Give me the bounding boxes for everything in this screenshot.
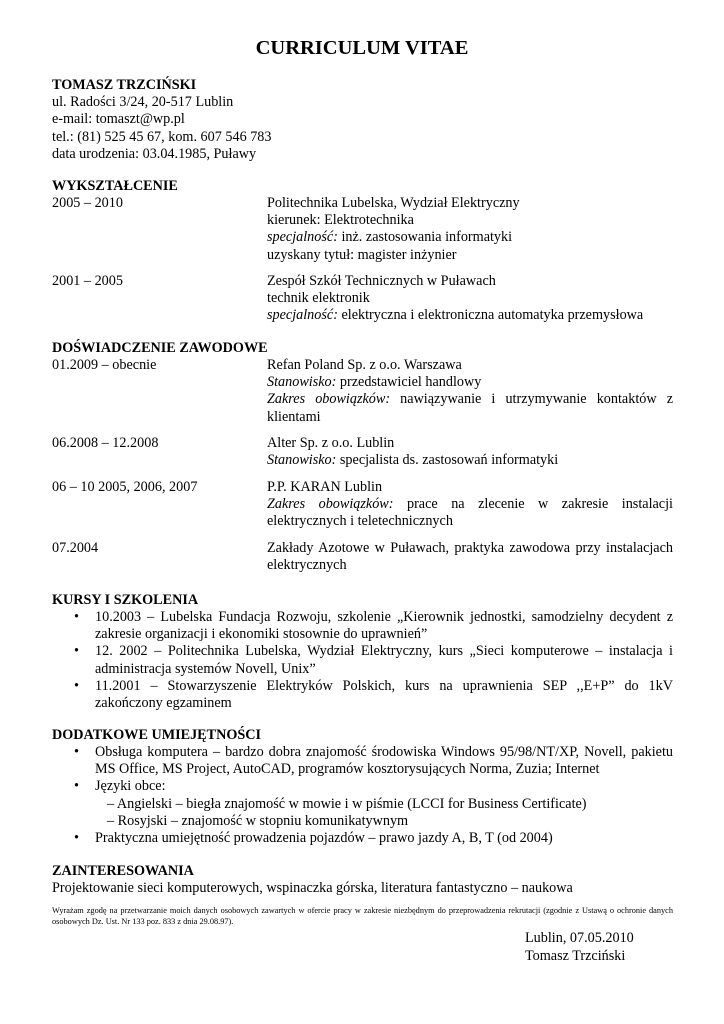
duties-value: nawiązywanie i utrzymywanie kontaktów z klientami xyxy=(267,391,673,425)
company: Zakłady Azotowe w Puławach, praktyka zawodowa przy instalacjach elektrycznych xyxy=(267,540,673,574)
address: ul. Radości 3/24, 20-517 Lublin xyxy=(52,94,234,111)
specialization xyxy=(267,307,673,324)
list-item: • 11.2001 – Stowarzyszenie Elektryków Polskich, kurs na uprawnienia SEP ,,E+P” do 1kV zakończony egzaminem xyxy=(74,677,673,712)
company: P.P. KARAN Lublin xyxy=(267,479,383,495)
interests-heading: ZAINTERESOWANIA xyxy=(52,863,194,879)
duties xyxy=(267,391,673,425)
field-of-study: kierunek: Elektrotechnika xyxy=(267,212,414,229)
interests-text: Projektowanie sieci komputerowych, wspinaczka górska, literatura fantastyczno – naukowa xyxy=(52,880,573,896)
consent-clause: Wyrażam zgodę na przetwarzanie moich danych osobowych zawartych w ofercie pracy w zakresie niezbędnym do przeprowadzenia rekrutacji (zgodnie z Ustawą o ochronie danych osobowych Dz. Ust. Nr 133 poz. 833 z dnia 29.08.97). xyxy=(52,906,673,926)
languages-list xyxy=(95,796,673,830)
bullet-icon: • xyxy=(74,778,79,795)
entry-date: 2001 – 2005 xyxy=(52,273,123,289)
position xyxy=(267,452,673,469)
entry-date: 2005 – 2010 xyxy=(52,195,123,211)
entry-date: 06.2008 – 12.2008 xyxy=(52,435,159,451)
duties-label: Zakres obowiązków: xyxy=(267,496,394,513)
company: Refan Poland Sp. z o.o. Warszawa xyxy=(267,357,462,373)
birth-date: data urodzenia: 03.04.1985, Puławy xyxy=(52,145,257,162)
bullet-icon: • xyxy=(74,744,79,760)
language-item: – Angielski – biegła znajomość w mowie i w piśmie (LCCI for Business Certificate) xyxy=(107,795,587,812)
duties-value: prace na zlecenie w zakresie instalacji elektrycznych i teletechnicznych xyxy=(267,496,673,530)
entry-date: 01.2009 – obecnie xyxy=(52,357,157,373)
spec-value: elektryczna i elektroniczna automatyka przemysłowa xyxy=(337,307,644,324)
company: Alter Sp. z o.o. Lublin xyxy=(267,435,395,451)
bullet-icon: • xyxy=(74,830,79,847)
position xyxy=(267,374,673,391)
duties-label: Zakres obowiązków: xyxy=(267,391,391,408)
bullet-icon: • xyxy=(74,643,79,660)
list-item: • Języki obce: – Angielski – biegła znajomość w mowie i w piśmie (LCCI for Business Certificate) – Rosyjski – znajomość w stopniu komunikatywnym xyxy=(52,778,673,830)
entry-date: 06 – 10 2005, 2006, 2007 xyxy=(52,479,198,495)
duties xyxy=(267,496,673,530)
language-item: – Rosyjski – znajomość w stopniu komunikatywnym xyxy=(107,812,409,829)
phone: tel.: (81) 525 45 67, kom. 607 546 783 xyxy=(52,128,272,145)
place-date: Lublin, 07.05.2010 xyxy=(525,930,634,946)
list-item: • Obsługa komputera – bardzo dobra znajomość środowiska Windows 95/98/NT/XP, Novell, pakietu MS Office, MS Project, AutoCAD, programów kosztorysujących Norma, Zuzia; Internet xyxy=(74,744,673,778)
courses-heading: KURSY I SZKOLENIA xyxy=(52,592,199,608)
list-item: • 12. 2002 – Politechnika Lubelska, Wydział Elektryczny, kurs „Sieci komputerowe – instalacja i administracja systemów Novell, Unix” xyxy=(74,643,673,677)
position-label: Stanowisko: xyxy=(267,452,337,469)
spec-label: specjalność: xyxy=(267,307,338,324)
entry-date: 07.2004 xyxy=(52,540,99,556)
spec-value: inż. zastosowania informatyki xyxy=(337,229,513,246)
page-title: CURRICULUM VITAE xyxy=(255,37,469,59)
bullet-icon: • xyxy=(74,677,79,694)
position-value: przedstawiciel handlowy xyxy=(336,374,482,391)
position-label: Stanowisko: xyxy=(267,374,337,391)
email: e-mail: tomaszt@wp.pl xyxy=(52,111,185,128)
person-name: TOMASZ TRZCIŃSKI xyxy=(52,77,197,93)
bullet-icon: • xyxy=(74,609,79,625)
personal-info xyxy=(52,77,272,163)
experience-heading: DOŚWIADCZENIE ZAWODOWE xyxy=(52,340,268,356)
signature-block xyxy=(525,929,634,965)
courses-list xyxy=(52,609,673,712)
skills-heading: DODATKOWE UMIEJĘTNOŚCI xyxy=(52,727,262,743)
list-item: • Praktyczna umiejętność prowadzenia pojazdów – prawo jazdy A, B, T (od 2004) xyxy=(74,830,553,847)
education-heading: WYKSZTAŁCENIE xyxy=(52,178,178,194)
spec-label: specjalność: xyxy=(267,229,338,246)
specialization xyxy=(267,229,673,246)
signature-name: Tomasz Trzciński xyxy=(525,948,626,964)
position-value: specjalista ds. zastosowań informatyki xyxy=(336,452,559,469)
field-of-study: technik elektronik xyxy=(267,290,370,307)
school-name: Politechnika Lubelska, Wydział Elektryczny xyxy=(267,195,520,211)
school-name: Zespół Szkół Technicznych w Puławach xyxy=(267,273,496,289)
degree: uzyskany tytuł: magister inżynier xyxy=(267,246,457,263)
skills-list xyxy=(52,744,673,847)
list-item: • 10.2003 – Lubelska Fundacja Rozwoju, szkolenie „Kierownik jednostki, samodzielny decydent z zakresie organizacji i ekonomiki stosownie do uprawnień” xyxy=(74,609,673,643)
